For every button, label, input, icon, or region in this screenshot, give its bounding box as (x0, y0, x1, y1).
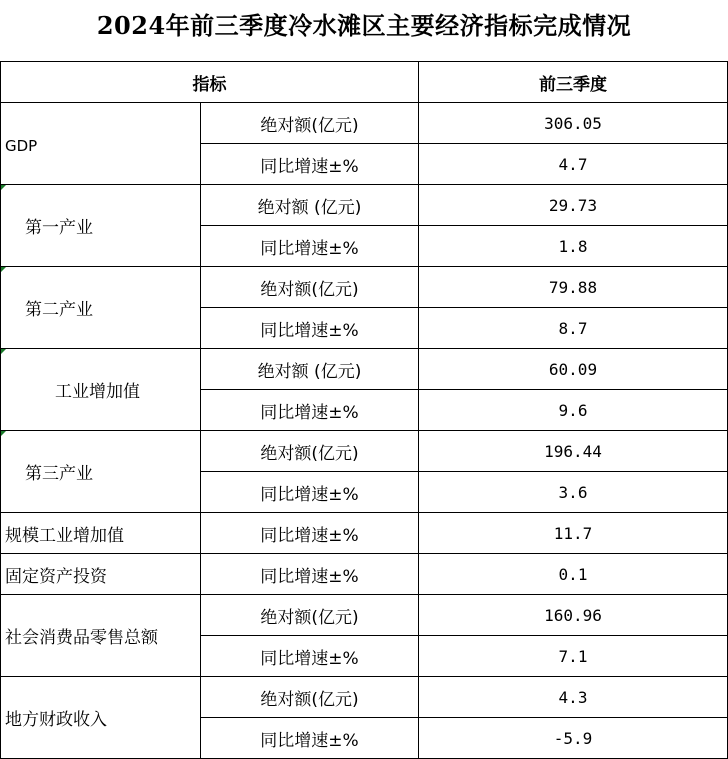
metric-value: 0.1 (419, 554, 728, 595)
indicator-name: GDP (5, 137, 38, 155)
metric-value: 11.7 (419, 513, 728, 554)
metric-value: 306.05 (419, 103, 728, 144)
metric-value: 160.96 (419, 595, 728, 636)
metric-label: 同比增速±% (201, 636, 419, 677)
metric-value: 79.88 (419, 267, 728, 308)
metric-value: -5.9 (419, 718, 728, 759)
metric-value: 3.6 (419, 472, 728, 513)
table-row (1, 349, 728, 390)
cell-comment-marker (1, 431, 6, 436)
indicator-name: 第一产业 (25, 218, 93, 238)
indicator-name: 工业增加值 (55, 382, 140, 402)
header-indicator: 指标 (1, 62, 419, 103)
metric-value: 7.1 (419, 636, 728, 677)
table-row (1, 431, 728, 472)
table-row (1, 554, 728, 595)
metric-value: 196.44 (419, 431, 728, 472)
metric-label: 绝对额(亿元) (201, 431, 419, 472)
indicator-name-cell (1, 349, 201, 431)
metric-label: 绝对额(亿元) (201, 103, 419, 144)
indicator-table (0, 61, 728, 759)
table-row (1, 267, 728, 308)
metric-value: 1.8 (419, 226, 728, 267)
table-row (1, 185, 728, 226)
page-title: 2024年前三季度冷水滩区主要经济指标完成情况 (96, 11, 632, 40)
metric-label: 同比增速±% (201, 554, 419, 595)
metric-label: 同比增速±% (201, 308, 419, 349)
indicator-name: 社会消费品零售总额 (5, 628, 158, 648)
metric-value: 8.7 (419, 308, 728, 349)
indicator-name: 第二产业 (25, 300, 93, 320)
indicator-name: 固定资产投资 (5, 566, 107, 587)
metric-label: 同比增速±% (201, 718, 419, 759)
metric-label: 绝对额(亿元) (201, 267, 419, 308)
table-row (1, 103, 728, 144)
indicator-name: 第三产业 (25, 464, 93, 484)
metric-label: 绝对额(亿元) (201, 595, 419, 636)
metric-label: 同比增速±% (201, 390, 419, 431)
header-period: 前三季度 (419, 62, 728, 103)
indicator-name: 地方财政收入 (5, 710, 107, 730)
indicator-name-cell (1, 513, 201, 554)
table-header-row (1, 62, 728, 103)
indicator-name-cell (1, 267, 201, 349)
metric-value: 60.09 (419, 349, 728, 390)
cell-comment-marker (1, 267, 6, 272)
indicator-name-cell (1, 677, 201, 759)
metric-value: 4.3 (419, 677, 728, 718)
metric-label: 绝对额 (亿元) (201, 349, 419, 390)
metric-label: 绝对额(亿元) (201, 677, 419, 718)
table-row (1, 595, 728, 636)
indicator-name-cell (1, 185, 201, 267)
metric-label: 同比增速±% (201, 513, 419, 554)
metric-label: 同比增速±% (201, 226, 419, 267)
indicator-name-cell (1, 595, 201, 677)
metric-value: 9.6 (419, 390, 728, 431)
indicator-name-cell (1, 431, 201, 513)
metric-label: 同比增速±% (201, 472, 419, 513)
cell-comment-marker (1, 185, 6, 190)
metric-label: 同比增速±% (201, 144, 419, 185)
indicator-name-cell (1, 103, 201, 185)
metric-value: 4.7 (419, 144, 728, 185)
metric-label: 绝对额 (亿元) (201, 185, 419, 226)
metric-value: 29.73 (419, 185, 728, 226)
indicator-name-cell (1, 554, 201, 595)
table-row (1, 677, 728, 718)
cell-comment-marker (1, 349, 6, 354)
table-row (1, 513, 728, 554)
indicator-name: 规模工业增加值 (5, 525, 124, 546)
